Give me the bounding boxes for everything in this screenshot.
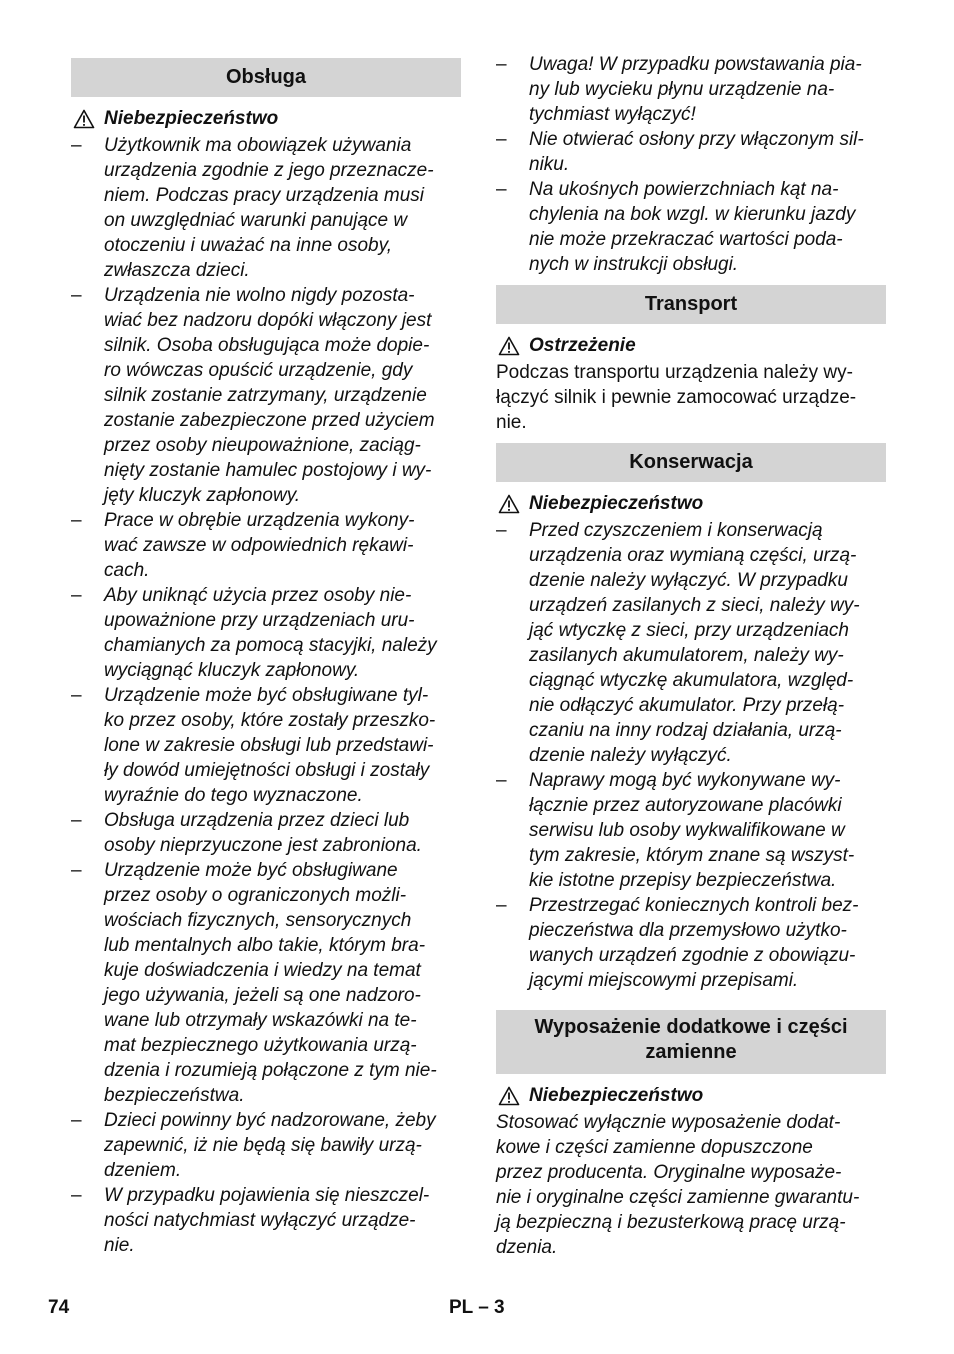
list-item: – Użytkownik ma obowiązek używania urządzenia zgodnie z jego przeznacze- niem. Podczas pracy urządzenia musi on uwzględniać warunki panujące w otoczeniu i uważać na inne osoby, zwłaszcza dzieci. (71, 135, 434, 281)
warning-label-row (496, 333, 886, 358)
list-dash: – (496, 129, 507, 150)
right-column (496, 0, 886, 1260)
list-dash: – (71, 510, 82, 531)
list-dash: – (71, 1110, 82, 1131)
list-dash: – (496, 770, 507, 791)
language-page-label: PL – 3 (449, 1297, 505, 1318)
list-item: – Przestrzegać koniecznych kontroli bez- pieczeństwa dla przemysłowo użytko- wanych urządzeń zgodnie z obowiązu- jącymi miejscowymi przepisami. (496, 895, 859, 991)
warning-triangle-icon (498, 494, 520, 514)
warning-label: Niebezpieczeństwo (529, 1085, 704, 1106)
list-item: – W przypadku pojawienia się nieszczel- ności natychmiast wyłączyć urządze- nie. (71, 1185, 430, 1256)
list-dash: – (71, 135, 82, 156)
list-item: – Nie otwierać osłony przy włączonym sil- niku. (496, 129, 864, 175)
list-item: – Przed czyszczeniem i konserwacją urządzenia oraz wymianą części, urzą- dzenie należy wyłączyć. W przypadku urządzeń zasilanych z sieci, należy wy- jąć wtyczkę z sieci, przy urządzeniach zasilanych akumulatorem, należy wy- ciągnąć wtyczkę akumulatora, względ- nie odłączyć akumulator. Przy przełą- czaniu na inny rodzaj działania, urzą- dzenie należy wyłączyć. (496, 520, 860, 766)
transport-text: Podczas transportu urządzenia należy wy- łączyć silnik i pewnie zamocować urządze- nie. (496, 362, 857, 433)
list-dash: – (496, 895, 507, 916)
list-item: – Dzieci powinny być nadzorowane, żeby zapewnić, iż nie będą się bawiły urzą- dzeniem. (71, 1110, 436, 1181)
list-item: – Obsługa urządzenia przez dzieci lub osoby nieprzyuczone jest zabroniona. (71, 810, 422, 856)
list-dash: – (71, 810, 82, 831)
list-item: – Prace w obrębie urządzenia wykony- wać zawsze w odpowiednich rękawi- cach. (71, 510, 415, 581)
left-column (71, 0, 461, 1258)
warning-label: Niebezpieczeństwo (104, 108, 279, 129)
list-dash: – (71, 1185, 82, 1206)
page-number: 74 (48, 1297, 70, 1318)
warning-triangle-icon (498, 336, 520, 356)
warning-label-row (496, 1083, 886, 1108)
section-heading-wyposazenie: Wyposażenie dodatkowe i części zamienne (496, 1010, 886, 1074)
list-dash: – (496, 54, 507, 75)
list-item: – Aby uniknąć użycia przez osoby nie- upoważnione przy urządzeniach uru- chamianych za pomocą stacyjki, należy wyciągnąć kluczyk zapłonowy. (71, 585, 437, 681)
warning-label: Niebezpieczeństwo (529, 493, 704, 514)
section-heading-obsluga: Obsługa (71, 58, 461, 97)
warning-triangle-icon (73, 109, 95, 129)
section-heading-transport: Transport (496, 285, 886, 324)
warning-label-row (496, 491, 886, 516)
obsluga-list-continued (496, 52, 886, 277)
list-item: – Na ukośnych powierzchniach kąt na- chylenia na bok wzgl. w kierunku jazdy nie może przekraczać wartości poda- nych w instrukcji obsługi. (496, 179, 856, 275)
warning-label: Ostrzeżenie (529, 335, 636, 356)
list-item: – Uwaga! W przypadku powstawania pia- ny lub wycieku płynu urządzenie na- tychmiast wyłączyć! (496, 54, 862, 125)
obsluga-list (71, 133, 461, 1258)
section-heading-konserwacja: Konserwacja (496, 443, 886, 482)
list-dash: – (71, 685, 82, 706)
list-dash: – (496, 520, 507, 541)
warning-triangle-icon (498, 1086, 520, 1106)
list-item: – Urządzenie może być obsługiwane tyl- ko przez osoby, które zostały przeszko- lone w zakresie obsługi lub przedstawi- ły dowód umiejętności obsługi i zostały wyraźnie do tego wyznaczone. (71, 685, 436, 806)
list-dash: – (71, 285, 82, 306)
wyposazenie-text: Stosować wyłącznie wyposażenie dodat- kowe i części zamienne dopuszczone przez producenta. Oryginalne wyposaże- nie i oryginalne części zamienne gwarantu- ją bezpieczną i bezusterkową pracę urzą- dzenia. (496, 1112, 860, 1258)
list-item: – Urządzenie może być obsługiwane przez osoby o ograniczonych możli- wościach fizycznych, sensorycznych lub mentalnych albo takie, którym bra- kuje doświadczenia i wiedzy na temat jego używania, jeżeli są one nadzoro- wane lub otrzymały wskazówki na te- mat bezpiecznego użytkowania urzą- dzenia i rozumieją połączone z tym nie- bezpieczeństwa. (71, 860, 437, 1106)
list-item: – Urządzenia nie wolno nigdy pozosta- wiać bez nadzoru dopóki włączony jest silnik. Osoba obsługująca może dopie- ro wówczas opuścić urządzenie, gdy silnik zostanie zatrzymany, urządzenie zostanie zabezpieczone przed użyciem przez osoby nieupoważnione, zaciąg- nięty zostanie hamulec postojowy i wy- jęty kluczyk zapłonowy. (71, 285, 435, 506)
list-dash: – (496, 179, 507, 200)
list-dash: – (71, 585, 82, 606)
konserwacja-list (496, 518, 886, 993)
warning-label-row (71, 106, 461, 131)
list-dash: – (71, 860, 82, 881)
list-item: – Naprawy mogą być wykonywane wy- łącznie przez autoryzowane placówki serwisu lub osoby wykwalifikowane w tym zakresie, którym znane są wszyst- kie istotne przepisy bezpieczeństwa. (496, 770, 855, 891)
